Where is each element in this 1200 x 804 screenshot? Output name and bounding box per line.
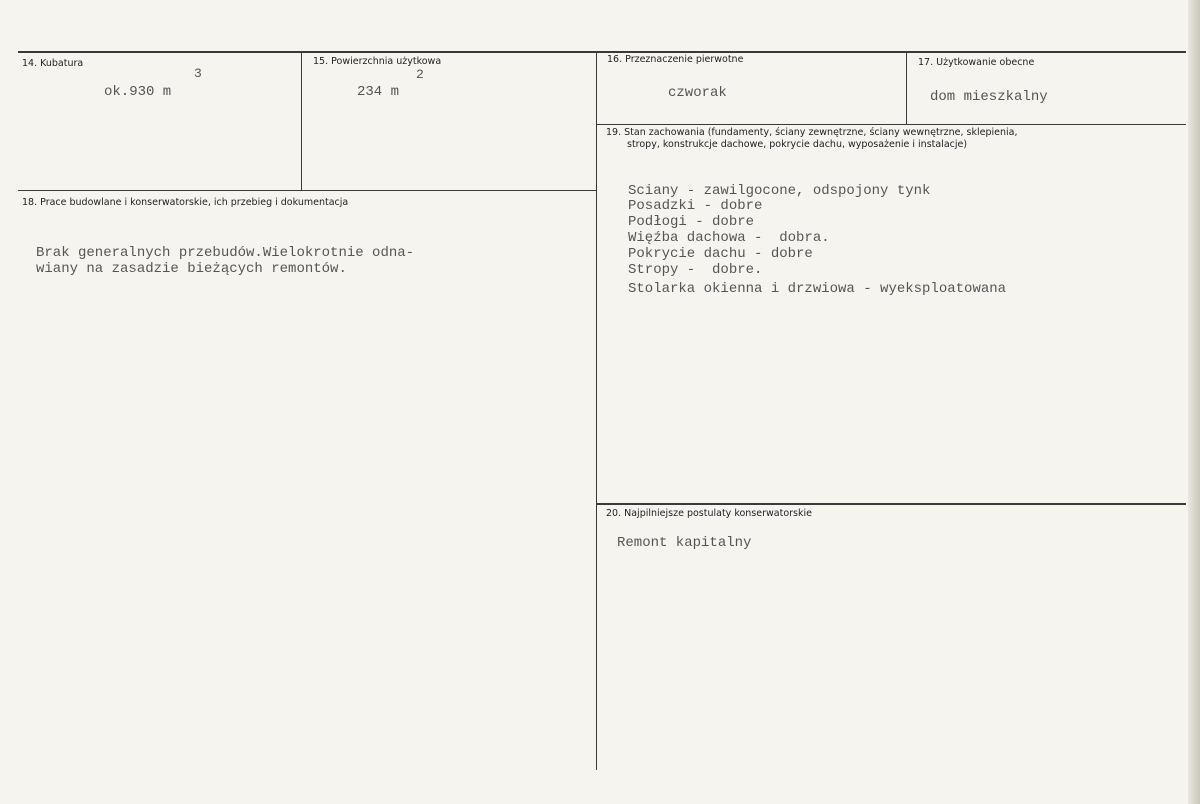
- field-18-line-2: wiany na zasadzie bieżących remontów.: [36, 261, 347, 277]
- field-16-label: 16. Przeznaczenie pierwotne: [607, 54, 744, 65]
- field-20-label: 20. Najpilniejsze postulaty konserwatorskie: [606, 508, 812, 519]
- field-19-line-6: Stropy - dobre.: [628, 262, 763, 278]
- field-19-label-line-2: stropy, konstrukcje dachowe, pokrycie dachu, wyposażenie i instalacje): [627, 139, 968, 150]
- rule-under-16-17: [597, 124, 1186, 125]
- field-14-value: ok.930 m: [104, 84, 172, 100]
- field-15-value: 234 m: [357, 84, 400, 100]
- field-19-label-line-1: 19. Stan zachowania (fundamenty, ściany zewnętrzne, ściany wewnętrzne, sklepienia,: [606, 127, 1018, 138]
- field-15-superscript: 2: [416, 67, 424, 82]
- rule-under-14-15: [18, 190, 596, 191]
- divider-16-17: [906, 52, 907, 124]
- field-19-line-2: Posadzki - dobre: [628, 198, 763, 214]
- field-19-line-4: Więźba dachowa - dobra.: [628, 230, 830, 246]
- divider-center: [596, 52, 597, 770]
- divider-14-15: [301, 52, 302, 190]
- field-14-superscript: 3: [194, 66, 202, 81]
- field-15-label: 15. Powierzchnia użytkowa: [313, 56, 442, 67]
- field-18-label: 18. Prace budowlane i konserwatorskie, ich przebieg i dokumentacja: [22, 197, 349, 208]
- field-16-value: czworak: [668, 85, 727, 101]
- field-14-label: 14. Kubatura: [22, 58, 84, 69]
- card-edge: [1188, 0, 1200, 804]
- field-17-value: dom mieszkalny: [930, 89, 1048, 105]
- field-19-line-7: Stolarka okienna i drzwiowa - wyeksploatowana: [628, 281, 1007, 297]
- field-19-line-1: Sciany - zawilgocone, odspojony tynk: [628, 183, 931, 199]
- top-rule: [18, 51, 1186, 53]
- field-17-label: 17. Użytkowanie obecne: [918, 57, 1035, 68]
- field-19-line-3: Podłogi - dobre: [628, 214, 755, 230]
- field-20-value: Remont kapitalny: [617, 535, 752, 551]
- field-18-line-1: Brak generalnych przebudów.Wielokrotnie odna-: [36, 245, 415, 261]
- field-19-line-5: Pokrycie dachu - dobre: [628, 246, 813, 262]
- rule-above-20: [597, 503, 1186, 505]
